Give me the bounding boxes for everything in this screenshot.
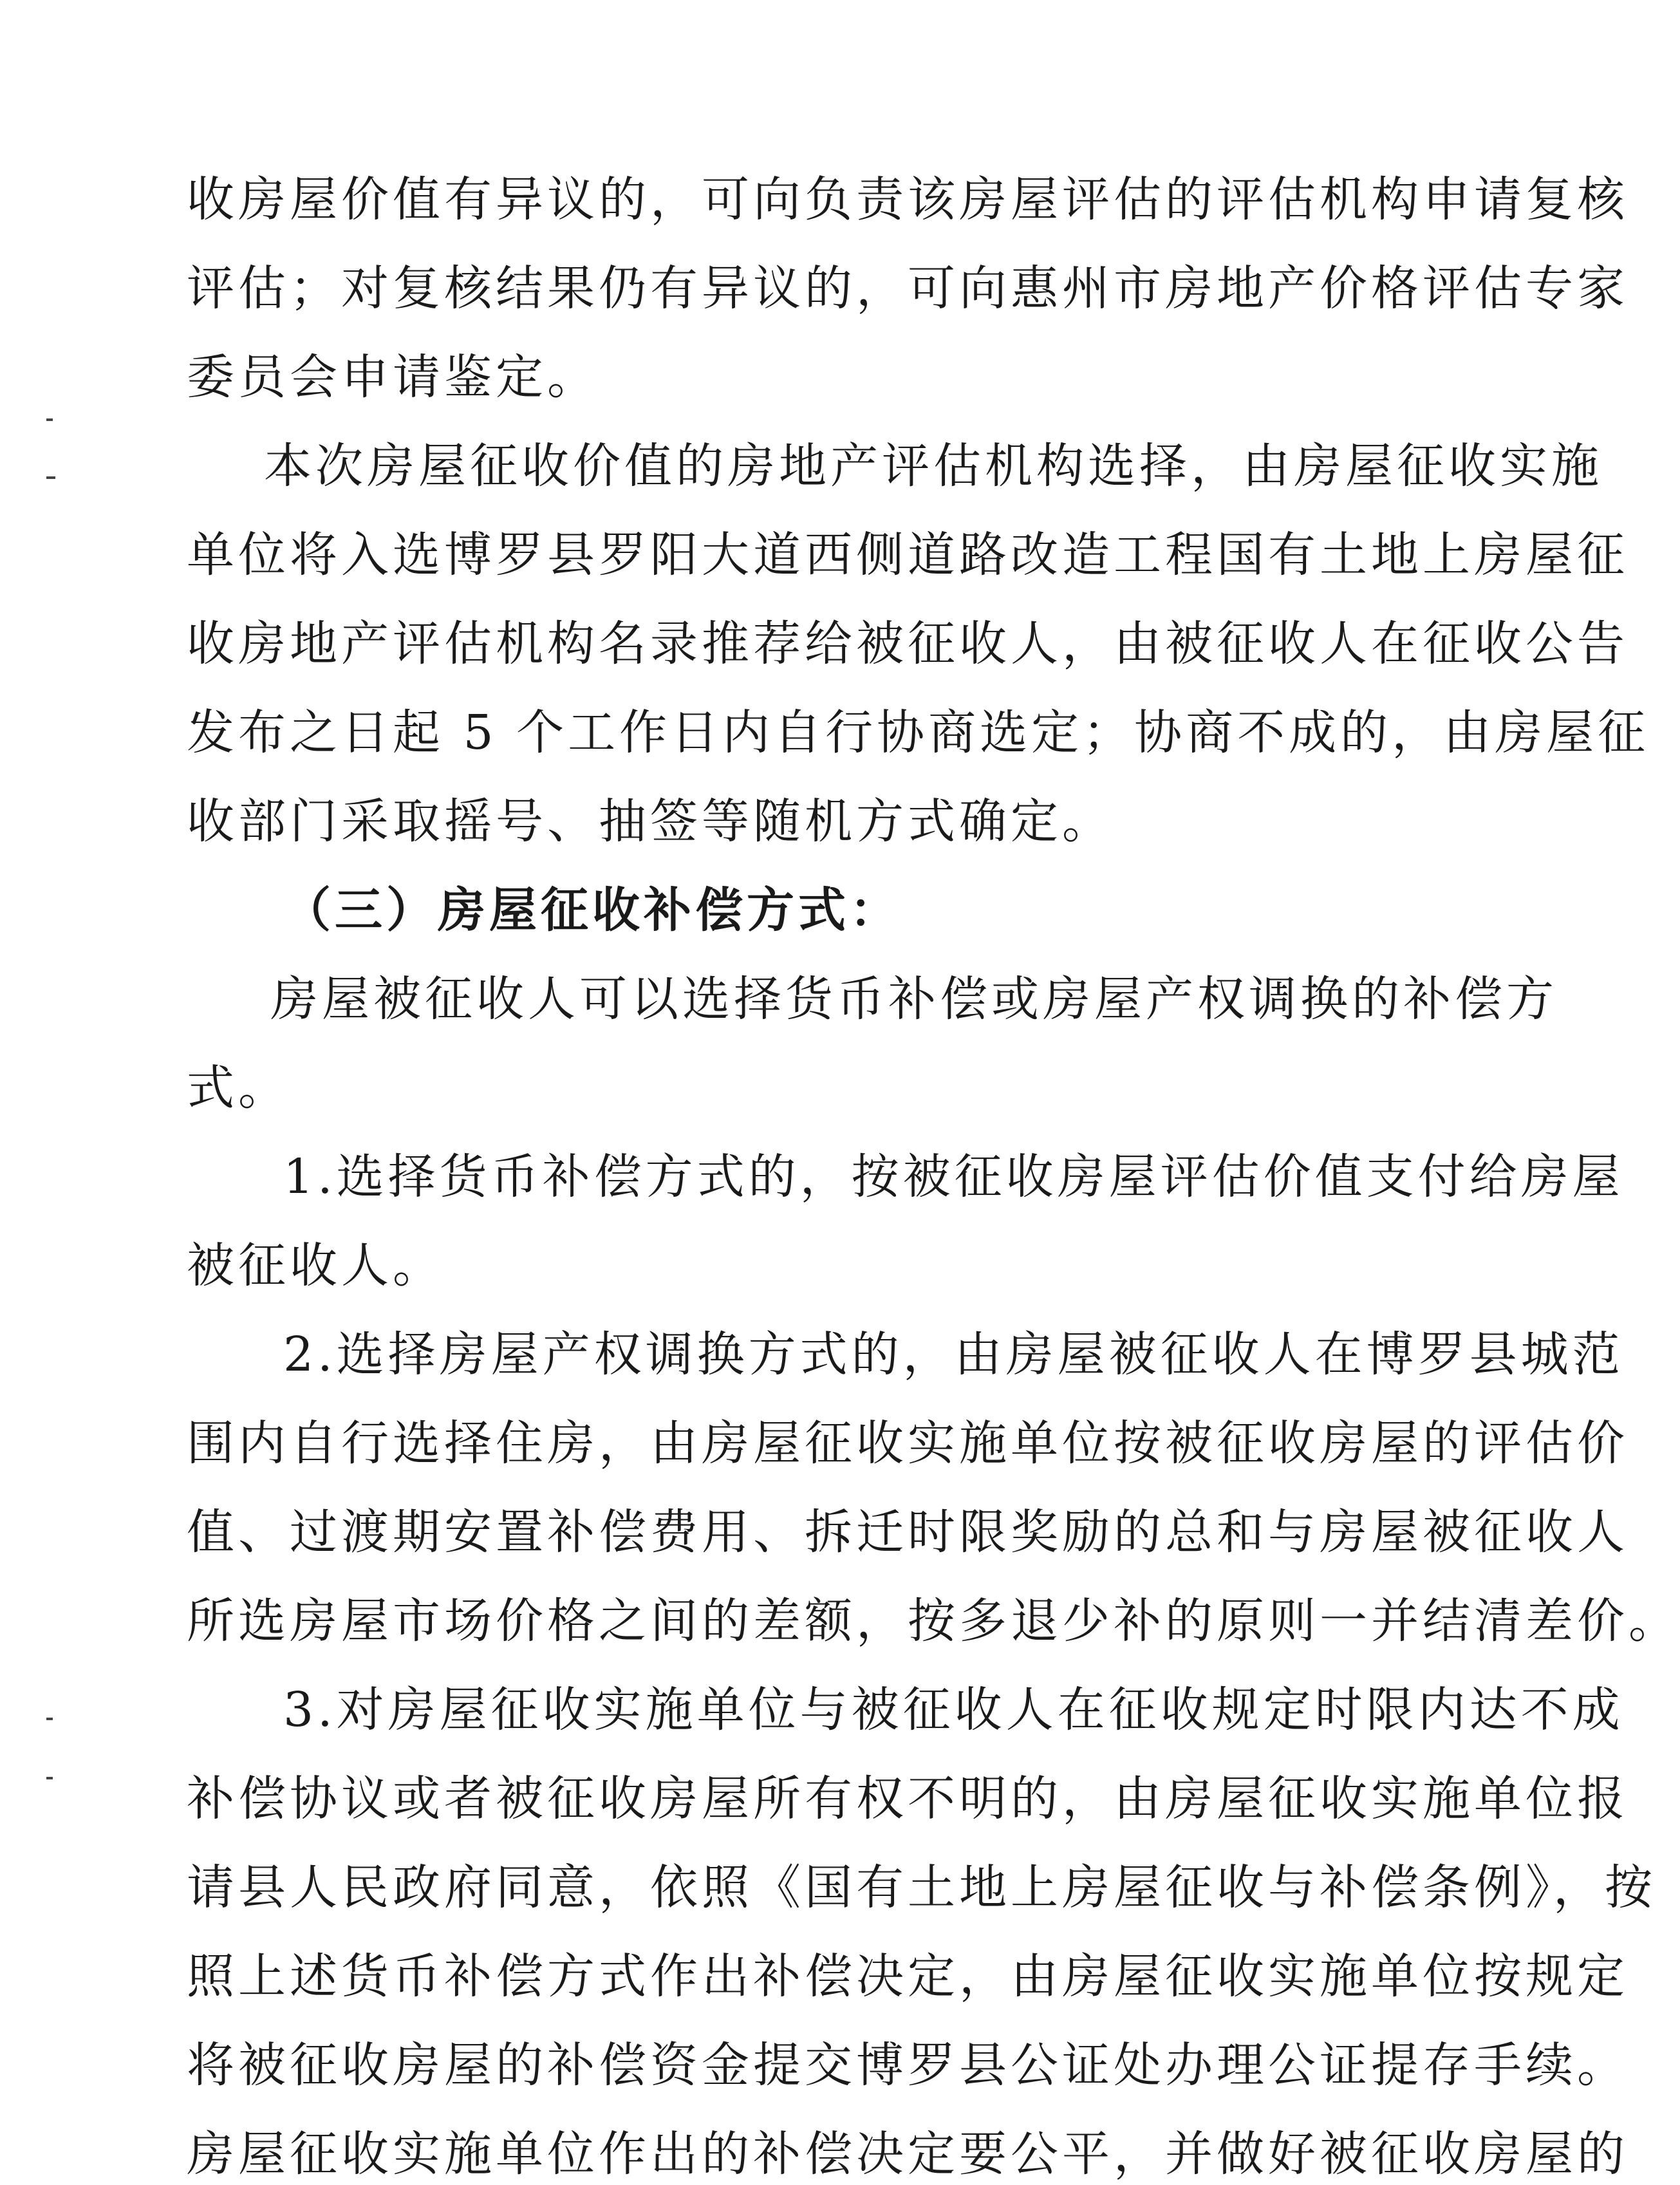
paragraph-start-line: 房屋被征收人可以选择货币补偿或房屋产权调换的补偿方: [270, 971, 1558, 1027]
text-line: 房屋征收实施单位作出的补偿决定要公平，并做好被征收房屋的: [187, 2126, 1629, 2182]
list-item-1: 1.选择货币补偿方式的，按被征收房屋评估价值支付给房屋: [283, 1149, 1624, 1205]
text-line: 所选房屋市场价格之间的差额，按多退少补的原则一并结清差价。: [187, 1593, 1680, 1649]
scan-mark: [46, 1777, 53, 1779]
paragraph-start-line: 本次房屋征收价值的房地产评估机构选择，由房屋征收实施: [264, 438, 1603, 494]
text-line: 被征收人。: [187, 1238, 444, 1293]
text-line: 单位将入选博罗县罗阳大道西侧道路改造工程国有土地上房屋征: [187, 527, 1629, 583]
text-line: 式。: [187, 1060, 290, 1116]
text-line: 围内自行选择住房，由房屋征收实施单位按被征收房屋的评估价: [187, 1416, 1629, 1471]
text-line: 委员会申请鉴定。: [187, 350, 599, 405]
text-line: 照上述货币补偿方式作出补偿决定，由房屋征收实施单位按规定: [187, 1949, 1629, 2004]
text-line: 收房屋价值有异议的，可向负责该房屋评估的评估机构申请复核: [187, 172, 1629, 227]
scan-mark: [46, 476, 55, 479]
text-line: 请县人民政府同意，依照《国有土地上房屋征收与补偿条例》，按: [187, 1860, 1656, 1915]
text-line: 发布之日起 5 个工作日内自行协商选定；协商不成的，由房屋征: [187, 705, 1650, 760]
text-line: 收部门采取摇号、抽签等随机方式确定。: [187, 794, 1114, 849]
section-heading: （三）房屋征收补偿方式：: [283, 883, 901, 938]
list-item-3: 3.对房屋征收实施单位与被征收人在征收规定时限内达不成: [283, 1682, 1624, 1738]
text-line: 值、过渡期安置补偿费用、拆迁时限奖励的总和与房屋被征收人: [187, 1505, 1629, 1560]
scan-mark: [46, 1718, 53, 1720]
text-line: 补偿协议或者被征收房屋所有权不明的，由房屋征收实施单位报: [187, 1771, 1629, 1826]
text-line: 评估；对复核结果仍有异议的，可向惠州市房地产价格评估专家: [187, 261, 1629, 316]
text-line: 将被征收房屋的补偿资金提交博罗县公证处办理公证提存手续。: [187, 2038, 1629, 2093]
scan-mark: [46, 418, 53, 421]
text-line: 收房地产评估机构名录推荐给被征收人，由被征收人在征收公告: [187, 616, 1629, 671]
list-item-2: 2.选择房屋产权调换方式的，由房屋被征收人在博罗县城范: [283, 1327, 1624, 1382]
